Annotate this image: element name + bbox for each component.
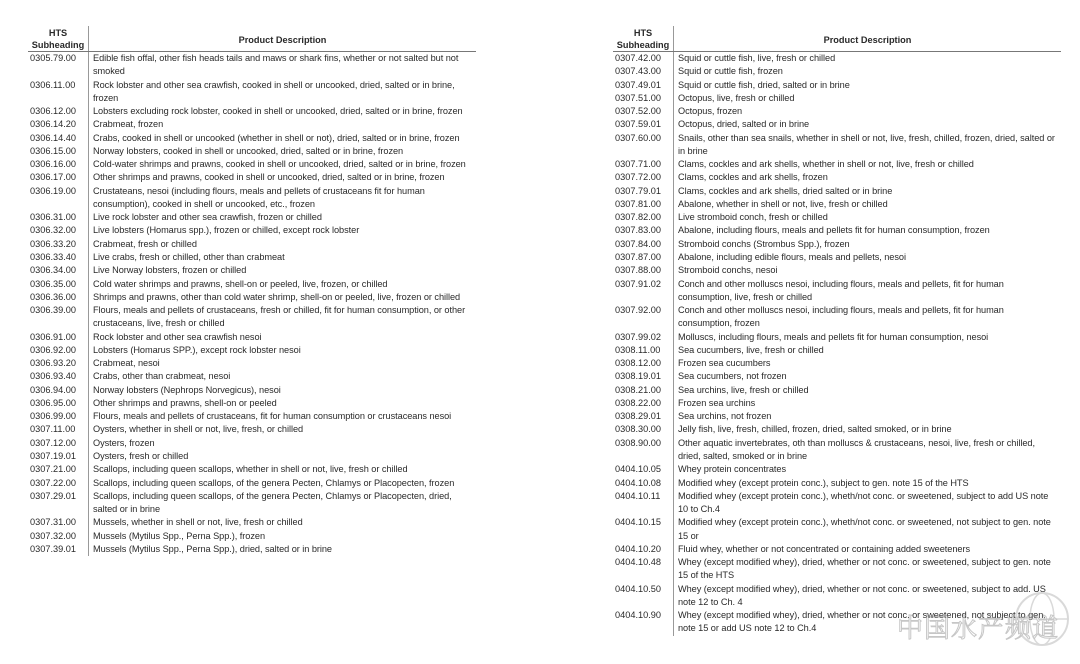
table-row (613, 397, 1061, 410)
hts-code: 0306.39.00 (30, 305, 76, 316)
table-row (613, 543, 1061, 556)
product-description: Sea cucumbers, live, fresh or chilled (673, 344, 1061, 357)
hts-code: 0306.31.00 (30, 212, 76, 223)
product-description: Other shrimps and prawns, cooked in shell or uncooked, dried, salted or in brine, frozen (88, 171, 476, 184)
hts-code: 0307.32.00 (30, 530, 76, 541)
hts-code: 0306.93.40 (30, 371, 76, 382)
table-row (28, 132, 476, 145)
hts-code: 0308.21.00 (615, 384, 661, 395)
hts-code: 0308.19.01 (615, 371, 661, 382)
product-description: Whey protein concentrates (673, 463, 1061, 476)
hts-code: 0306.33.40 (30, 251, 76, 262)
product-description: Squid or cuttle fish, live, fresh or chilled (673, 52, 1061, 65)
hts-code: 0308.11.00 (615, 344, 661, 355)
hts-code: 0306.14.20 (30, 119, 76, 130)
hts-code: 0307.72.00 (615, 172, 661, 183)
product-description: Whey (except modified whey), dried, whether or not conc. or sweetened, subject to add. US note 12 to Ch. 4 (673, 583, 1061, 610)
table-row (613, 357, 1061, 370)
header-product-description: Product Description (238, 35, 327, 45)
table-row (28, 145, 476, 158)
product-description: Stromboid conchs, nesoi (673, 264, 1061, 277)
hts-code: 0307.88.00 (615, 265, 661, 276)
hts-code: 0306.99.00 (30, 411, 76, 422)
table-row (613, 490, 1061, 517)
table-row (28, 344, 476, 357)
product-description: Live crabs, fresh or chilled, other than crabmeat (88, 251, 476, 264)
hts-code: 0306.19.00 (30, 185, 76, 196)
hts-code: 0404.10.20 (615, 543, 661, 554)
table-row (613, 304, 1061, 331)
table-row (28, 158, 476, 171)
hts-code: 0307.21.00 (30, 464, 76, 475)
hts-code: 0308.30.00 (615, 424, 661, 435)
table-row (28, 264, 476, 277)
table-row (28, 331, 476, 344)
table-row (613, 171, 1061, 184)
product-description: Crustateans, nesoi (including flours, meals and pellets of crustaceans fit for human consumption), cooked in shell or uncooked, etc., frozen (88, 185, 476, 212)
table-row (613, 344, 1061, 357)
hts-code: 0307.59.01 (615, 119, 661, 130)
table-row (28, 278, 476, 291)
header-code-line1: HTS (633, 28, 653, 38)
product-description: Oysters, whether in shell or not, live, fresh, or chilled (88, 423, 476, 436)
table-row (28, 251, 476, 264)
product-description: Mussels, whether in shell or not, live, fresh or chilled (88, 516, 476, 529)
product-description: Norway lobsters, cooked in shell or uncooked, dried, salted or in brine, frozen (88, 145, 476, 158)
product-description: Crabmeat, fresh or chilled (88, 238, 476, 251)
product-description: Sea urchins, live, fresh or chilled (673, 384, 1061, 397)
hts-code: 0307.22.00 (30, 477, 76, 488)
hts-code: 0306.32.00 (30, 225, 76, 236)
product-description: Shrimps and prawns, other than cold water shrimp, shell-on or peeled, live, frozen or chilled (88, 291, 476, 304)
header-hts-subheading (28, 26, 89, 51)
header-hts-subheading (613, 26, 674, 51)
product-description: Oysters, frozen (88, 437, 476, 450)
table-row (28, 477, 476, 490)
hts-code: 0307.49.01 (615, 79, 661, 90)
table-row (28, 357, 476, 370)
product-description: Frozen sea cucumbers (673, 357, 1061, 370)
product-description: Other shrimps and prawns, shell-on or peeled (88, 397, 476, 410)
hts-code: 0307.92.00 (615, 305, 661, 316)
hts-table-right (613, 26, 1061, 636)
table-row (613, 132, 1061, 159)
product-description: Live Norway lobsters, frozen or chilled (88, 264, 476, 277)
product-description: Mussels (Mytilus Spp., Perna Spp.), frozen (88, 530, 476, 543)
hts-code: 0404.10.90 (615, 610, 661, 621)
product-description: Scallops, including queen scallops, of the genera Pecten, Chlamys or Placopecten, dried, salted or in brine (88, 490, 476, 517)
product-description: Abalone, including flours, meals and pellets fit for human consumption, frozen (673, 224, 1061, 237)
table-row (28, 79, 476, 106)
hts-code: 0404.10.15 (615, 517, 661, 528)
table-row (28, 410, 476, 423)
table-row (613, 410, 1061, 423)
table-body (28, 52, 476, 556)
table-row (613, 278, 1061, 305)
product-description: Norway lobsters (Nephrops Norvegicus), nesoi (88, 384, 476, 397)
product-description: Conch and other molluscs nesoi, including flours, meals and pellets, fit for human consumption, frozen (673, 304, 1061, 331)
hts-code: 0307.82.00 (615, 212, 661, 223)
table-row (28, 105, 476, 118)
table-body (613, 52, 1061, 636)
hts-code: 0306.15.00 (30, 145, 76, 156)
product-description: Scallops, including queen scallops, of the genera Pecten, Chlamys or Placopecten, frozen (88, 477, 476, 490)
product-description: Modified whey (except protein conc.), wheth/not conc. or sweetened, subject to add US note 10 to Ch.4 (673, 490, 1061, 517)
product-description: Flours, meals and pellets of crustaceans, fit for human consumption or crustaceans nesoi (88, 410, 476, 423)
product-description: Molluscs, including flours, meals and pellets fit for human consumption, nesoi (673, 331, 1061, 344)
table-row (613, 118, 1061, 131)
product-description: Whey (except modified whey), dried, whether or not conc. or sweetened, subject to gen. note 15 of the HTS (673, 556, 1061, 583)
product-description: Mussels (Mytilus Spp., Perna Spp.), dried, salted or in brine (88, 543, 476, 556)
table-row (613, 384, 1061, 397)
product-description: Whey (except modified whey), dried, whether or not conc. or sweetened, not subject to gen. note 15 or add US note 12 to Ch.4 (673, 609, 1061, 636)
table-row (613, 185, 1061, 198)
product-description: Octopus, dried, salted or in brine (673, 118, 1061, 131)
header-product-description: Product Description (823, 35, 912, 45)
product-description: Clams, cockles and ark shells, dried salted or in brine (673, 185, 1061, 198)
product-description: Sea cucumbers, not frozen (673, 370, 1061, 383)
table-row (613, 331, 1061, 344)
hts-code: 0307.87.00 (615, 251, 661, 262)
product-description: Abalone, including edible flours, meals and pellets, nesoi (673, 251, 1061, 264)
product-description: Cold-water shrimps and prawns, cooked in shell or uncooked, dried, salted or in brine, frozen (88, 158, 476, 171)
product-description: Lobsters (Homarus SPP.), except rock lobster nesoi (88, 344, 476, 357)
hts-code: 0307.43.00 (615, 66, 661, 77)
table-row (613, 52, 1061, 65)
table-row (613, 238, 1061, 251)
hts-table-left (28, 26, 476, 556)
watermark-text: 中国水产频道 (897, 614, 1060, 644)
table-row (613, 477, 1061, 490)
product-description: Rock lobster and other sea crawfish, cooked in shell or uncooked, dried, salted or in brine, frozen (88, 79, 476, 106)
product-description: Squid or cuttle fish, dried, salted or in brine (673, 79, 1061, 92)
product-description: Live lobsters (Homarus spp.), frozen or chilled, except rock lobster (88, 224, 476, 237)
table-row (28, 423, 476, 436)
table-row (28, 397, 476, 410)
table-row (28, 52, 476, 79)
hts-code: 0404.10.50 (615, 583, 661, 594)
hts-code: 0307.79.01 (615, 185, 661, 196)
table-row (28, 516, 476, 529)
table-row (28, 450, 476, 463)
table-row (28, 437, 476, 450)
hts-code: 0404.10.08 (615, 477, 661, 488)
product-description: Octopus, live, fresh or chilled (673, 92, 1061, 105)
table-row (613, 264, 1061, 277)
hts-code: 0306.93.20 (30, 358, 76, 369)
hts-code: 0307.19.01 (30, 450, 76, 461)
hts-code: 0308.90.00 (615, 437, 661, 448)
table-row (613, 516, 1061, 543)
product-description: Modified whey (except protein conc.), wheth/not conc. or sweetened, not subject to gen. note 15 or (673, 516, 1061, 543)
hts-code: 0306.16.00 (30, 159, 76, 170)
hts-code: 0305.79.00 (30, 53, 76, 63)
product-description: Sea urchins, not frozen (673, 410, 1061, 423)
product-description: Octopus, frozen (673, 105, 1061, 118)
product-description: Snails, other than sea snails, whether in shell or not, live, fresh, chilled, frozen, dried, salted or in brine (673, 132, 1061, 159)
table-row (613, 463, 1061, 476)
hts-code: 0307.84.00 (615, 238, 661, 249)
hts-code: 0306.34.00 (30, 265, 76, 276)
table-row (613, 251, 1061, 264)
product-description: Flours, meals and pellets of crustaceans, fresh or chilled, fit for human consumption, or other crustaceans, live, fresh or chilled (88, 304, 476, 331)
table-row (613, 105, 1061, 118)
table-row (28, 463, 476, 476)
table-row (613, 556, 1061, 583)
table-row (613, 437, 1061, 464)
header-code-line1: HTS (48, 28, 68, 38)
table-row (613, 224, 1061, 237)
hts-code: 0308.12.00 (615, 358, 661, 369)
hts-code: 0306.14.40 (30, 132, 76, 143)
hts-code: 0307.42.00 (615, 53, 661, 63)
table-header (28, 26, 476, 52)
product-description: Live rock lobster and other sea crawfish, frozen or chilled (88, 211, 476, 224)
table-row (28, 118, 476, 131)
product-description: Stromboid conchs (Strombus Spp.), frozen (673, 238, 1061, 251)
hts-code: 0306.36.00 (30, 291, 76, 302)
product-description: Crabmeat, nesoi (88, 357, 476, 370)
hts-code: 0404.10.05 (615, 464, 661, 475)
table-row (613, 65, 1061, 78)
hts-code: 0308.22.00 (615, 397, 661, 408)
product-description: Frozen sea urchins (673, 397, 1061, 410)
table-row (28, 171, 476, 184)
hts-code: 0307.71.00 (615, 159, 661, 170)
hts-code: 0306.33.20 (30, 238, 76, 249)
table-row (613, 423, 1061, 436)
hts-code: 0307.99.02 (615, 331, 661, 342)
product-description: Crabs, cooked in shell or uncooked (whether in shell or not), dried, salted or in brine, frozen (88, 132, 476, 145)
product-description: Crabmeat, frozen (88, 118, 476, 131)
table-row (28, 211, 476, 224)
product-description: Oysters, fresh or chilled (88, 450, 476, 463)
hts-code: 0404.10.11 (615, 490, 661, 501)
hts-code: 0307.91.02 (615, 278, 661, 289)
table-row (28, 384, 476, 397)
hts-code: 0306.17.00 (30, 172, 76, 183)
hts-code: 0307.83.00 (615, 225, 661, 236)
table-row (28, 530, 476, 543)
product-description: Lobsters excluding rock lobster, cooked in shell or uncooked, dried, salted or in brine, frozen (88, 105, 476, 118)
hts-code: 0307.60.00 (615, 132, 661, 143)
table-row (613, 198, 1061, 211)
header-code-line2: Subheading (31, 40, 85, 50)
hts-code: 0404.10.48 (615, 557, 661, 568)
table-row (28, 304, 476, 331)
hts-code: 0306.95.00 (30, 397, 76, 408)
table-row (28, 224, 476, 237)
product-description: Fluid whey, whether or not concentrated or containing added sweeteners (673, 543, 1061, 556)
hts-code: 0306.12.00 (30, 106, 76, 117)
table-row (28, 291, 476, 304)
hts-code: 0306.92.00 (30, 344, 76, 355)
hts-code: 0306.94.00 (30, 384, 76, 395)
hts-code: 0307.81.00 (615, 198, 661, 209)
hts-code: 0306.91.00 (30, 331, 76, 342)
product-description: Conch and other molluscs nesoi, including flours, meals and pellets, fit for human consumption, live, fresh or chilled (673, 278, 1061, 305)
product-description: Clams, cockles and ark shells, frozen (673, 171, 1061, 184)
product-description: Squid or cuttle fish, frozen (673, 65, 1061, 78)
product-description: Other aquatic invertebrates, oth than molluscs & crustaceans, nesoi, live, fresh or chilled, dried, salted, smoked or in brine (673, 437, 1061, 464)
table-row (613, 158, 1061, 171)
table-row (613, 79, 1061, 92)
hts-code: 0306.11.00 (30, 79, 76, 90)
table-row (613, 211, 1061, 224)
product-description: Edible fish offal, other fish heads tails and maws or shark fins, whether or not salted but not smoked (88, 52, 476, 79)
hts-code: 0307.51.00 (615, 92, 661, 103)
header-code-line2: Subheading (616, 40, 670, 50)
watermark-logo (897, 594, 1072, 654)
product-description: Rock lobster and other sea crawfish nesoi (88, 331, 476, 344)
product-description: Abalone, whether in shell or not, live, fresh or chilled (673, 198, 1061, 211)
hts-code: 0307.11.00 (30, 424, 76, 435)
hts-code: 0307.39.01 (30, 543, 76, 554)
hts-code: 0307.12.00 (30, 437, 76, 448)
product-description: Crabs, other than crabmeat, nesoi (88, 370, 476, 383)
table-row (28, 543, 476, 556)
product-description: Live stromboid conch, fresh or chilled (673, 211, 1061, 224)
product-description: Clams, cockles and ark shells, whether in shell or not, live, fresh or chilled (673, 158, 1061, 171)
table-row (28, 370, 476, 383)
hts-code: 0307.52.00 (615, 106, 661, 117)
table-row (613, 92, 1061, 105)
product-description: Scallops, including queen scallops, whether in shell or not, live, fresh or chilled (88, 463, 476, 476)
hts-code: 0307.29.01 (30, 490, 76, 501)
table-row (28, 185, 476, 212)
table-row (28, 490, 476, 517)
hts-code: 0308.29.01 (615, 411, 661, 422)
hts-code: 0307.31.00 (30, 517, 76, 528)
table-header (613, 26, 1061, 52)
table-row (28, 238, 476, 251)
table-row (613, 370, 1061, 383)
hts-code: 0306.35.00 (30, 278, 76, 289)
product-description: Cold water shrimps and prawns, shell-on or peeled, live, frozen, or chilled (88, 278, 476, 291)
product-description: Jelly fish, live, fresh, chilled, frozen, dried, salted smoked, or in brine (673, 423, 1061, 436)
product-description: Modified whey (except protein conc.), subject to gen. note 15 of the HTS (673, 477, 1061, 490)
